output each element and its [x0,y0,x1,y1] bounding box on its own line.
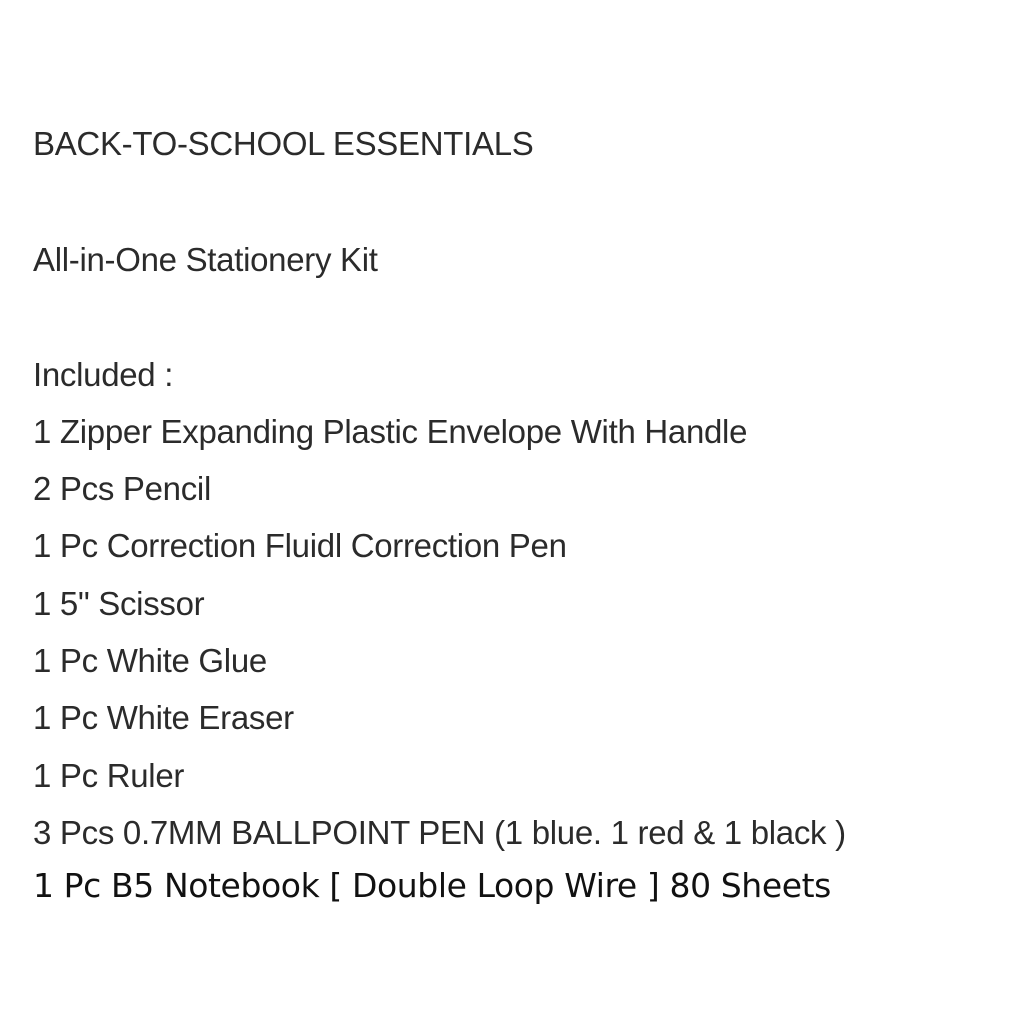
section-heading: BACK-TO-SCHOOL ESSENTIALS [33,125,534,162]
list-item: 1 Zipper Expanding Plastic Envelope With Handle [33,413,748,450]
kit-subtitle: All-in-One Stationery Kit [33,241,378,278]
list-item: 1 5" Scissor [33,585,205,622]
included-label: Included : [33,356,174,393]
list-item: 2 Pcs Pencil [33,470,211,507]
list-item: 1 Pc White Eraser [33,699,294,736]
notebook-item: 1 Pc B5 Notebook [ Double Loop Wire ] 80 Sheets [33,866,831,905]
list-item: 1 Pc Ruler [33,757,185,794]
list-item: 1 Pc White Glue [33,642,267,679]
list-item: 3 Pcs 0.7MM BALLPOINT PEN (1 blue. 1 red & 1 black ) [33,814,846,851]
list-item: 1 Pc Correction Fluidl Correction Pen [33,527,567,564]
